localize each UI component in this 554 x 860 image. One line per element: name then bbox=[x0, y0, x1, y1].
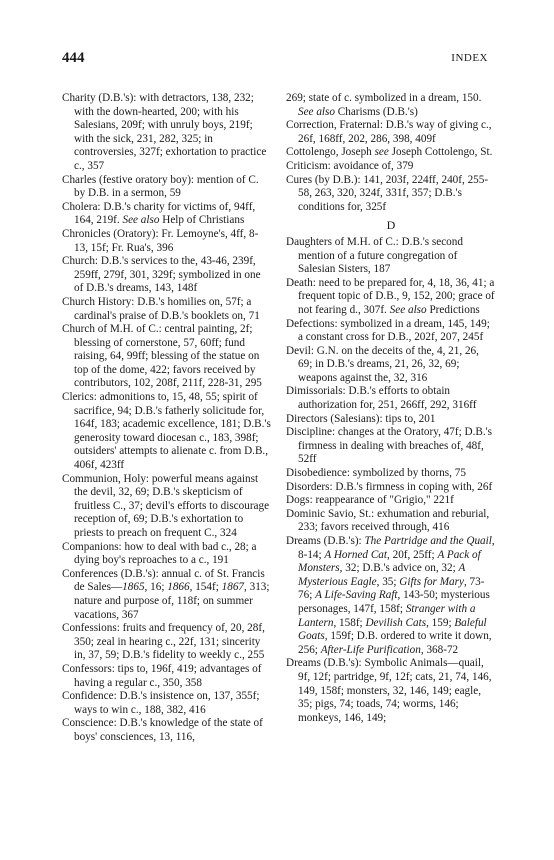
index-entry-locators: with detractors, 138, 232; with the down-hearted, 200; with his Salesians, 209f; with unruly boys, 219f; with the sick, 231, 282, 325; in controversies, 327f; exhortation to practice c., 357 bbox=[74, 92, 267, 172]
index-entry-locators: 141, 203f, 224ff, 240f, 255-58, 263, 320, 324f, 331f, 357; D.B.'s conditions for, 325f bbox=[298, 173, 489, 213]
index-entry-locators: D.B.'s way of giving c., 26f, 168ff, 202, 286, 398, 409f bbox=[298, 119, 492, 145]
index-entry-locators: symbolized in a dream, 145, 149; a constant cross for D.B., 202f, 207, 245f bbox=[298, 317, 490, 344]
index-entry bbox=[286, 236, 496, 277]
running-head: INDEX bbox=[451, 52, 488, 64]
index-entry-locators: reappearance of "Grigio," 221f bbox=[315, 494, 454, 507]
index-entry bbox=[62, 541, 272, 568]
index-entry bbox=[62, 391, 272, 473]
index-entry bbox=[286, 413, 496, 427]
index-entry-locators: G.N. on the deceits of the, 4, 21, 26, 69; in D.B.'s dreams, 21, 26, 32, 69; weapons against the, 32, 316 bbox=[298, 344, 479, 384]
index-entry bbox=[286, 467, 496, 481]
index-entry-locators: D.B.'s efforts to obtain authorization for, 251, 266ff, 292, 316ff bbox=[298, 385, 477, 412]
index-entry-locators: Fr. Lemoyne's, 4ff, 8-13, 15f; Fr. Rua's, 396 bbox=[74, 227, 259, 254]
index-entry bbox=[286, 494, 496, 508]
index-entry-heading: Companions: bbox=[62, 540, 125, 553]
index-entry-heading: Dominic Savio, St.: bbox=[286, 507, 378, 520]
index-entry bbox=[286, 318, 496, 345]
index-entry bbox=[62, 622, 272, 663]
index-entry-heading: Church: bbox=[62, 255, 101, 268]
index-entry-heading: Directors (Salesians): bbox=[286, 412, 386, 425]
index-entry bbox=[62, 690, 272, 717]
index-entry-heading: Defections: bbox=[286, 317, 341, 330]
index-entry bbox=[286, 657, 496, 725]
index-entry bbox=[286, 92, 496, 119]
index-entry-locators: Symbolic Animals—quail, 9f, 12f; partridge, 9f, 12f; cats, 21, 74, 146, 149, 158f; monsters, 32, 146, 149; eagle, 35; pigs, 74; toads, 74; worms, 146; monkeys, 146, 149; bbox=[298, 657, 492, 724]
index-entry bbox=[286, 385, 496, 412]
index-entry bbox=[62, 473, 272, 541]
index-column-right bbox=[286, 92, 496, 725]
index-entry bbox=[62, 717, 272, 744]
index-entry-heading: Dreams (D.B.'s): bbox=[286, 657, 365, 670]
index-entry-heading: Church History: bbox=[62, 295, 138, 308]
index-entry bbox=[62, 296, 272, 323]
index-entry-heading: Daughters of M.H. of C.: bbox=[286, 235, 402, 248]
index-entry bbox=[286, 535, 496, 657]
index-entry-heading: Disobedience: bbox=[286, 467, 353, 480]
index-entry bbox=[286, 508, 496, 535]
index-entry-locators: need to be prepared for, 4, 18, 36, 41; a frequent topic of D.B., 9, 152, 200; grace of not fearing d., 307f. See also Predictions bbox=[298, 276, 495, 316]
index-entry-locators: D.B.'s firmness in coping with, 26f bbox=[335, 480, 493, 493]
page-number: 444 bbox=[62, 50, 85, 66]
index-entry-heading: Confessors: bbox=[62, 662, 118, 675]
index-entry-locators: D.B.'s charity for victims of, 94ff, 164, 219f. See also Help of Christians bbox=[74, 200, 256, 227]
index-entry-heading: Church of M.H. of C.: bbox=[62, 323, 165, 336]
index-entry-heading: Charity (D.B.'s): bbox=[62, 92, 140, 104]
index-entry-locators: annual c. of St. Francis de Sales—1865, 16; 1866, 154f; 1867, 313; nature and purpose of, 118f; on summer vacations, 367 bbox=[74, 567, 270, 621]
index-entry bbox=[286, 146, 496, 160]
index-entries-d bbox=[286, 236, 496, 725]
index-entry-heading: Dreams (D.B.'s): bbox=[286, 535, 365, 547]
index-entry-heading: Discipline: bbox=[286, 426, 338, 439]
index-entry-heading: Conferences (D.B.'s): bbox=[62, 567, 162, 580]
index-entry-locators: how to deal with bad c., 28; a dying boy's reproaches to a c., 191 bbox=[74, 540, 257, 567]
index-entry-locators: D.B.'s insistence on, 137, 355f; ways to win c., 188, 382, 416 bbox=[74, 690, 260, 716]
index-entry-heading: Devil: bbox=[286, 344, 317, 357]
index-entry-locators: mention of C. by D.B. in a sermon, 59 bbox=[74, 173, 259, 200]
index-entry-locators: D.B.'s knowledge of the state of boys' consciences, 13, 116, bbox=[74, 717, 263, 743]
index-entry bbox=[62, 201, 272, 228]
index-entry bbox=[62, 92, 272, 174]
index-entry-heading: Clerics: bbox=[62, 391, 100, 404]
index-entry-locators: 269; state of c. symbolized in a dream, 150. See also Charisms (D.B.'s) bbox=[286, 92, 482, 118]
index-entry-locators: The Partridge and the Quail, 8-14; A Horned Cat, 20f, 25ff; A Pack of Monsters, 32; D.B.'s advice on, 32; A Mysterious Eagle, 35; Gifts for Mary, 73-76; A Life-Saving Raft, 143-50; mysterious personages, 147f, 158f; Stranger with a Lantern, 158f; Devilish Cats, 159; Baleful Goats, 159f; D.B. ordered to write it down, 256; After-Life Purification, 368-72 bbox=[298, 535, 495, 656]
index-entry-heading: Dogs: bbox=[286, 494, 316, 507]
index-entry-heading: Death: bbox=[286, 276, 319, 289]
index-entry-locators: D.B.'s second mention of a future congregation of Salesian Sisters, 187 bbox=[298, 235, 463, 276]
index-entry-locators: tips to, 201 bbox=[385, 412, 436, 425]
index-entry-heading: Correction, Fraternal: bbox=[286, 119, 386, 132]
index-entry-locators: see Joseph Cottolengo, St. bbox=[374, 146, 493, 159]
index-entry bbox=[62, 228, 272, 255]
index-entry-locators: avoidance of, 379 bbox=[333, 159, 414, 172]
index-entry-locators: central painting, 2f; blessing of cornerstone, 57, 60ff; fund raising, 64, 99ff; blessing of the statue on top of the dome, 422; favors received by contributors, 102, 208f, 211f, 228-31, 295 bbox=[74, 323, 262, 390]
letter-heading-d: D bbox=[386, 218, 396, 233]
index-entry-locators: exhumation and reburial, 233; favors received through, 416 bbox=[298, 507, 490, 534]
index-entry-locators: tips to, 196f, 419; advantages of having a regular c., 350, 358 bbox=[74, 662, 262, 689]
index-entry-locators: powerful means against the devil, 32, 69; D.B.'s skepticism of fruitless C., 37; devil's efforts to discourage reception of, 69; D.B.'s exhortation to priests to preach on frequent C., 324 bbox=[74, 472, 270, 539]
index-entry bbox=[286, 119, 496, 146]
index-entry bbox=[286, 426, 496, 467]
index-entry-locators: changes at the Oratory, 47f; D.B.'s firmness in dealing with breaches of, 48f, 52ff bbox=[298, 426, 493, 466]
index-entry-heading: Cottolengo, Joseph bbox=[286, 146, 375, 159]
index-entry bbox=[286, 481, 496, 495]
index-entry-heading: Criticism: bbox=[286, 159, 334, 172]
index-entry-heading: Confidence: bbox=[62, 690, 120, 703]
index-entries-c-continued bbox=[286, 92, 496, 214]
index-entry bbox=[286, 160, 496, 174]
page-header bbox=[62, 50, 488, 72]
index-entry bbox=[62, 663, 272, 690]
index-entry-heading: Cures (by D.B.): bbox=[286, 173, 364, 186]
index-entry bbox=[286, 277, 496, 318]
index-entry bbox=[62, 568, 272, 622]
index-entry-locators: D.B.'s services to the, 43-46, 239f, 259ff, 279f, 301, 329f; symbolized in one of D.B.'s dreams, 143, 148f bbox=[74, 255, 261, 295]
index-entry-locators: fruits and frequency of, 20, 28f, 350; zeal in hearing c., 22f, 131; sincerity in, 37, 59; D.B.'s fidelity to weekly c., 255 bbox=[74, 622, 265, 662]
index-entry-locators: admonitions to, 15, 48, 55; spirit of sacrifice, 94; D.B.'s fatherly solicitude for, 164f, 183; academic excellence, 181; D.B.'s generosity toward diocesan c., 183, 398f; outsiders' attempts to alienate c. from D.B., 406f, 423ff bbox=[74, 391, 271, 472]
index-entry-locators: symbolized by thorns, 75 bbox=[352, 467, 466, 480]
index-entry bbox=[62, 323, 272, 391]
index-column-left bbox=[62, 92, 272, 745]
index-entry-locators: D.B.'s homilies on, 57f; a cardinal's praise of D.B.'s booklets on, 71 bbox=[74, 295, 260, 322]
index-entry-heading: Chronicles (Oratory): bbox=[62, 227, 162, 240]
index-entry bbox=[286, 174, 496, 215]
index-entry bbox=[62, 255, 272, 296]
index-entry bbox=[286, 345, 496, 386]
index-entry-heading: Charles (festive oratory boy): bbox=[62, 173, 197, 186]
index-entry-heading: Communion, Holy: bbox=[62, 472, 152, 485]
index-entry-heading: Disorders: bbox=[286, 480, 336, 493]
index-entry-heading: Dimissorials: bbox=[286, 385, 349, 398]
index-entry-heading: Confessions: bbox=[62, 622, 123, 635]
index-entry-heading: Cholera: bbox=[62, 200, 104, 213]
index-entry bbox=[62, 174, 272, 201]
index-entry-heading: Conscience: bbox=[62, 717, 120, 730]
